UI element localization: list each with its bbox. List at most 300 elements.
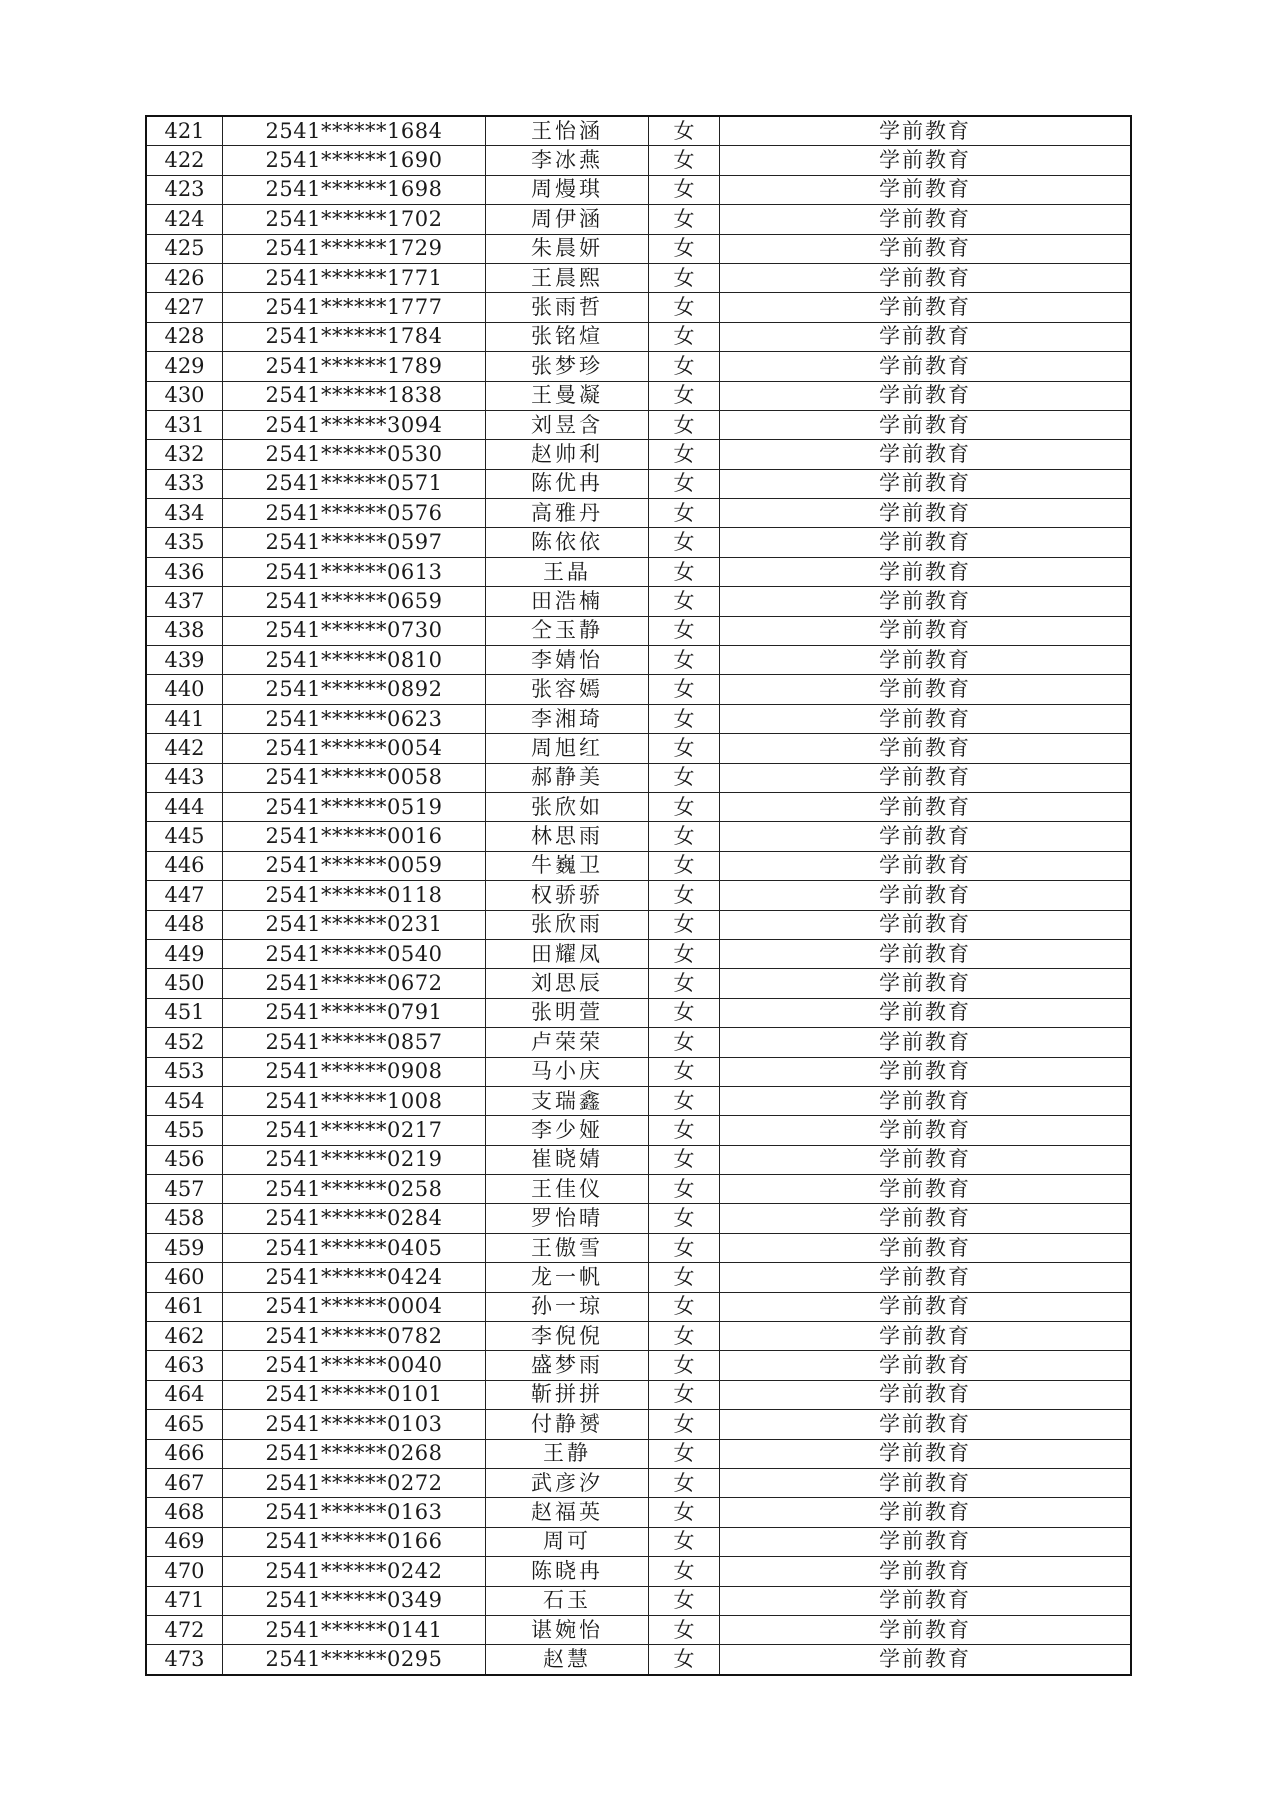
student-id: 2541******0004 bbox=[223, 1292, 486, 1321]
row-number: 468 bbox=[146, 1498, 223, 1527]
student-id: 2541******0424 bbox=[223, 1263, 486, 1292]
row-number: 430 bbox=[146, 381, 223, 410]
student-gender: 女 bbox=[649, 1527, 720, 1556]
student-major: 学前教育 bbox=[720, 322, 1132, 351]
student-name: 王怡涵 bbox=[486, 116, 649, 146]
table-row bbox=[146, 293, 1131, 322]
table-row bbox=[146, 1292, 1131, 1321]
student-gender: 女 bbox=[649, 881, 720, 910]
student-id: 2541******1777 bbox=[223, 293, 486, 322]
student-name: 张梦珍 bbox=[486, 352, 649, 381]
student-id: 2541******0519 bbox=[223, 792, 486, 821]
row-number: 422 bbox=[146, 146, 223, 175]
table-row bbox=[146, 1351, 1131, 1380]
student-name: 卢荣荣 bbox=[486, 1028, 649, 1057]
student-gender: 女 bbox=[649, 1439, 720, 1468]
row-number: 470 bbox=[146, 1557, 223, 1586]
table-row bbox=[146, 822, 1131, 851]
student-gender: 女 bbox=[649, 1263, 720, 1292]
student-name: 陈晓冉 bbox=[486, 1557, 649, 1586]
student-major: 学前教育 bbox=[720, 910, 1132, 939]
student-id: 2541******0242 bbox=[223, 1557, 486, 1586]
student-id: 2541******0623 bbox=[223, 704, 486, 733]
row-number: 458 bbox=[146, 1204, 223, 1233]
student-name: 张欣如 bbox=[486, 792, 649, 821]
row-number: 426 bbox=[146, 263, 223, 292]
student-gender: 女 bbox=[649, 410, 720, 439]
student-id: 2541******0272 bbox=[223, 1468, 486, 1497]
student-major: 学前教育 bbox=[720, 1233, 1132, 1262]
student-id: 2541******0059 bbox=[223, 851, 486, 880]
row-number: 451 bbox=[146, 998, 223, 1027]
student-name: 盛梦雨 bbox=[486, 1351, 649, 1380]
student-major: 学前教育 bbox=[720, 175, 1132, 204]
table-row bbox=[146, 1028, 1131, 1057]
row-number: 446 bbox=[146, 851, 223, 880]
student-id: 2541******0530 bbox=[223, 440, 486, 469]
student-gender: 女 bbox=[649, 116, 720, 146]
student-gender: 女 bbox=[649, 528, 720, 557]
student-name: 李婧怡 bbox=[486, 646, 649, 675]
row-number: 421 bbox=[146, 116, 223, 146]
student-major: 学前教育 bbox=[720, 1586, 1132, 1615]
student-gender: 女 bbox=[649, 293, 720, 322]
student-major: 学前教育 bbox=[720, 263, 1132, 292]
student-name: 仝玉静 bbox=[486, 616, 649, 645]
student-name: 李湘琦 bbox=[486, 704, 649, 733]
student-name: 周可 bbox=[486, 1527, 649, 1556]
student-major: 学前教育 bbox=[720, 410, 1132, 439]
student-major: 学前教育 bbox=[720, 851, 1132, 880]
row-number: 455 bbox=[146, 1116, 223, 1145]
student-major: 学前教育 bbox=[720, 792, 1132, 821]
student-name: 石玉 bbox=[486, 1586, 649, 1615]
table-row bbox=[146, 1527, 1131, 1556]
student-name: 陈优冉 bbox=[486, 469, 649, 498]
row-number: 463 bbox=[146, 1351, 223, 1380]
student-major: 学前教育 bbox=[720, 1498, 1132, 1527]
student-name: 孙一琼 bbox=[486, 1292, 649, 1321]
student-name: 王晨熙 bbox=[486, 263, 649, 292]
row-number: 447 bbox=[146, 881, 223, 910]
row-number: 429 bbox=[146, 352, 223, 381]
table-row bbox=[146, 587, 1131, 616]
student-id: 2541******1729 bbox=[223, 234, 486, 263]
table-row bbox=[146, 1439, 1131, 1468]
student-gender: 女 bbox=[649, 469, 720, 498]
student-gender: 女 bbox=[649, 1057, 720, 1086]
student-id: 2541******1784 bbox=[223, 322, 486, 351]
student-gender: 女 bbox=[649, 851, 720, 880]
student-gender: 女 bbox=[649, 557, 720, 586]
student-major: 学前教育 bbox=[720, 1380, 1132, 1409]
row-number: 471 bbox=[146, 1586, 223, 1615]
student-name: 权骄骄 bbox=[486, 881, 649, 910]
table-row bbox=[146, 1586, 1131, 1615]
student-id: 2541******0672 bbox=[223, 969, 486, 998]
row-number: 435 bbox=[146, 528, 223, 557]
table-body bbox=[146, 116, 1131, 1675]
row-number: 431 bbox=[146, 410, 223, 439]
table-row bbox=[146, 1175, 1131, 1204]
student-gender: 女 bbox=[649, 1175, 720, 1204]
student-major: 学前教育 bbox=[720, 998, 1132, 1027]
student-id: 2541******0782 bbox=[223, 1322, 486, 1351]
row-number: 428 bbox=[146, 322, 223, 351]
student-gender: 女 bbox=[649, 1116, 720, 1145]
student-name: 崔晓婧 bbox=[486, 1145, 649, 1174]
student-name: 陈依依 bbox=[486, 528, 649, 557]
row-number: 462 bbox=[146, 1322, 223, 1351]
student-id: 2541******0219 bbox=[223, 1145, 486, 1174]
student-name: 王静 bbox=[486, 1439, 649, 1468]
row-number: 466 bbox=[146, 1439, 223, 1468]
student-gender: 女 bbox=[649, 205, 720, 234]
student-gender: 女 bbox=[649, 939, 720, 968]
table-row bbox=[146, 998, 1131, 1027]
table-row bbox=[146, 851, 1131, 880]
student-gender: 女 bbox=[649, 1322, 720, 1351]
student-major: 学前教育 bbox=[720, 1175, 1132, 1204]
student-gender: 女 bbox=[649, 969, 720, 998]
table-row bbox=[146, 263, 1131, 292]
row-number: 432 bbox=[146, 440, 223, 469]
student-major: 学前教育 bbox=[720, 646, 1132, 675]
row-number: 437 bbox=[146, 587, 223, 616]
student-gender: 女 bbox=[649, 263, 720, 292]
row-number: 441 bbox=[146, 704, 223, 733]
student-id: 2541******0576 bbox=[223, 499, 486, 528]
student-major: 学前教育 bbox=[720, 1557, 1132, 1586]
student-name: 李倪倪 bbox=[486, 1322, 649, 1351]
student-id: 2541******0231 bbox=[223, 910, 486, 939]
student-major: 学前教育 bbox=[720, 881, 1132, 910]
table-row bbox=[146, 1380, 1131, 1409]
student-name: 付静赟 bbox=[486, 1410, 649, 1439]
student-name: 李少娅 bbox=[486, 1116, 649, 1145]
table-row bbox=[146, 116, 1131, 146]
student-id: 2541******0058 bbox=[223, 763, 486, 792]
student-major: 学前教育 bbox=[720, 352, 1132, 381]
student-name: 周旭红 bbox=[486, 734, 649, 763]
student-name: 张雨哲 bbox=[486, 293, 649, 322]
student-name: 张明萱 bbox=[486, 998, 649, 1027]
student-major: 学前教育 bbox=[720, 1351, 1132, 1380]
student-id: 2541******1789 bbox=[223, 352, 486, 381]
table-row bbox=[146, 910, 1131, 939]
student-name: 马小庆 bbox=[486, 1057, 649, 1086]
student-name: 王晶 bbox=[486, 557, 649, 586]
row-number: 448 bbox=[146, 910, 223, 939]
student-major: 学前教育 bbox=[720, 557, 1132, 586]
student-gender: 女 bbox=[649, 734, 720, 763]
student-gender: 女 bbox=[649, 1233, 720, 1262]
table-row bbox=[146, 234, 1131, 263]
row-number: 473 bbox=[146, 1645, 223, 1675]
student-name: 王傲雪 bbox=[486, 1233, 649, 1262]
student-name: 龙一帆 bbox=[486, 1263, 649, 1292]
table-row bbox=[146, 792, 1131, 821]
student-name: 刘昱含 bbox=[486, 410, 649, 439]
row-number: 469 bbox=[146, 1527, 223, 1556]
student-major: 学前教育 bbox=[720, 734, 1132, 763]
student-gender: 女 bbox=[649, 1468, 720, 1497]
student-major: 学前教育 bbox=[720, 587, 1132, 616]
row-number: 461 bbox=[146, 1292, 223, 1321]
student-major: 学前教育 bbox=[720, 440, 1132, 469]
table-row bbox=[146, 1498, 1131, 1527]
student-gender: 女 bbox=[649, 175, 720, 204]
student-gender: 女 bbox=[649, 1380, 720, 1409]
row-number: 433 bbox=[146, 469, 223, 498]
student-major: 学前教育 bbox=[720, 763, 1132, 792]
student-name: 王佳仪 bbox=[486, 1175, 649, 1204]
student-gender: 女 bbox=[649, 1498, 720, 1527]
student-major: 学前教育 bbox=[720, 234, 1132, 263]
student-id: 2541******1690 bbox=[223, 146, 486, 175]
student-id: 2541******1702 bbox=[223, 205, 486, 234]
student-name: 张容嫣 bbox=[486, 675, 649, 704]
table-row bbox=[146, 1468, 1131, 1497]
student-id: 2541******1684 bbox=[223, 116, 486, 146]
student-gender: 女 bbox=[649, 616, 720, 645]
table-row bbox=[146, 1410, 1131, 1439]
row-number: 452 bbox=[146, 1028, 223, 1057]
student-major: 学前教育 bbox=[720, 822, 1132, 851]
student-gender: 女 bbox=[649, 440, 720, 469]
row-number: 424 bbox=[146, 205, 223, 234]
row-number: 434 bbox=[146, 499, 223, 528]
student-gender: 女 bbox=[649, 763, 720, 792]
table-row bbox=[146, 704, 1131, 733]
student-name: 牛巍卫 bbox=[486, 851, 649, 880]
table-row bbox=[146, 1057, 1131, 1086]
student-major: 学前教育 bbox=[720, 1439, 1132, 1468]
student-id: 2541******0349 bbox=[223, 1586, 486, 1615]
row-number: 467 bbox=[146, 1468, 223, 1497]
student-id: 2541******0540 bbox=[223, 939, 486, 968]
student-gender: 女 bbox=[649, 792, 720, 821]
table-row bbox=[146, 1086, 1131, 1115]
student-gender: 女 bbox=[649, 1351, 720, 1380]
student-gender: 女 bbox=[649, 234, 720, 263]
table-row bbox=[146, 1233, 1131, 1262]
student-id: 2541******0103 bbox=[223, 1410, 486, 1439]
student-major: 学前教育 bbox=[720, 1322, 1132, 1351]
student-major: 学前教育 bbox=[720, 1263, 1132, 1292]
student-gender: 女 bbox=[649, 381, 720, 410]
student-id: 2541******0268 bbox=[223, 1439, 486, 1468]
table-row bbox=[146, 675, 1131, 704]
student-major: 学前教育 bbox=[720, 1468, 1132, 1497]
student-list-table bbox=[145, 115, 1132, 1676]
row-number: 456 bbox=[146, 1145, 223, 1174]
student-id: 2541******0166 bbox=[223, 1527, 486, 1556]
student-major: 学前教育 bbox=[720, 381, 1132, 410]
student-major: 学前教育 bbox=[720, 293, 1132, 322]
row-number: 438 bbox=[146, 616, 223, 645]
student-major: 学前教育 bbox=[720, 1292, 1132, 1321]
table-row bbox=[146, 646, 1131, 675]
row-number: 439 bbox=[146, 646, 223, 675]
student-name: 张欣雨 bbox=[486, 910, 649, 939]
student-major: 学前教育 bbox=[720, 939, 1132, 968]
student-name: 罗怡晴 bbox=[486, 1204, 649, 1233]
student-gender: 女 bbox=[649, 675, 720, 704]
student-gender: 女 bbox=[649, 998, 720, 1027]
student-id: 2541******1838 bbox=[223, 381, 486, 410]
row-number: 442 bbox=[146, 734, 223, 763]
table-row bbox=[146, 1145, 1131, 1174]
student-id: 2541******0016 bbox=[223, 822, 486, 851]
row-number: 443 bbox=[146, 763, 223, 792]
table-row bbox=[146, 528, 1131, 557]
student-id: 2541******0258 bbox=[223, 1175, 486, 1204]
student-id: 2541******0791 bbox=[223, 998, 486, 1027]
row-number: 454 bbox=[146, 1086, 223, 1115]
table-row bbox=[146, 205, 1131, 234]
row-number: 460 bbox=[146, 1263, 223, 1292]
student-name: 张铭煊 bbox=[486, 322, 649, 351]
student-name: 高雅丹 bbox=[486, 499, 649, 528]
student-id: 2541******0054 bbox=[223, 734, 486, 763]
table-row bbox=[146, 469, 1131, 498]
student-name: 周熳琪 bbox=[486, 175, 649, 204]
student-id: 2541******0730 bbox=[223, 616, 486, 645]
student-id: 2541******1771 bbox=[223, 263, 486, 292]
table-row bbox=[146, 175, 1131, 204]
row-number: 445 bbox=[146, 822, 223, 851]
student-id: 2541******0571 bbox=[223, 469, 486, 498]
table-row bbox=[146, 557, 1131, 586]
student-gender: 女 bbox=[649, 1615, 720, 1644]
row-number: 427 bbox=[146, 293, 223, 322]
table-row bbox=[146, 1645, 1131, 1675]
student-id: 2541******0284 bbox=[223, 1204, 486, 1233]
student-gender: 女 bbox=[649, 1204, 720, 1233]
table-row bbox=[146, 1263, 1131, 1292]
row-number: 450 bbox=[146, 969, 223, 998]
table-row bbox=[146, 146, 1131, 175]
student-gender: 女 bbox=[649, 1292, 720, 1321]
table-row bbox=[146, 440, 1131, 469]
table-row bbox=[146, 322, 1131, 351]
row-number: 465 bbox=[146, 1410, 223, 1439]
row-number: 440 bbox=[146, 675, 223, 704]
student-id: 2541******0163 bbox=[223, 1498, 486, 1527]
student-id: 2541******0141 bbox=[223, 1615, 486, 1644]
student-name: 刘思辰 bbox=[486, 969, 649, 998]
student-name: 谌婉怡 bbox=[486, 1615, 649, 1644]
student-name: 郝静美 bbox=[486, 763, 649, 792]
student-major: 学前教育 bbox=[720, 116, 1132, 146]
student-name: 朱晨妍 bbox=[486, 234, 649, 263]
student-id: 2541******0908 bbox=[223, 1057, 486, 1086]
student-gender: 女 bbox=[649, 1145, 720, 1174]
student-major: 学前教育 bbox=[720, 616, 1132, 645]
student-id: 2541******0295 bbox=[223, 1645, 486, 1675]
student-name: 支瑞鑫 bbox=[486, 1086, 649, 1115]
student-major: 学前教育 bbox=[720, 1145, 1132, 1174]
student-name: 王曼凝 bbox=[486, 381, 649, 410]
student-id: 2541******0597 bbox=[223, 528, 486, 557]
student-major: 学前教育 bbox=[720, 1645, 1132, 1675]
table-row bbox=[146, 410, 1131, 439]
student-name: 靳拼拼 bbox=[486, 1380, 649, 1409]
row-number: 449 bbox=[146, 939, 223, 968]
student-gender: 女 bbox=[649, 646, 720, 675]
table-row bbox=[146, 381, 1131, 410]
table-row bbox=[146, 1615, 1131, 1644]
table-row bbox=[146, 1204, 1131, 1233]
table-row bbox=[146, 616, 1131, 645]
student-gender: 女 bbox=[649, 499, 720, 528]
student-gender: 女 bbox=[649, 1557, 720, 1586]
student-name: 田浩楠 bbox=[486, 587, 649, 616]
table-row bbox=[146, 1557, 1131, 1586]
row-number: 457 bbox=[146, 1175, 223, 1204]
student-gender: 女 bbox=[649, 704, 720, 733]
student-major: 学前教育 bbox=[720, 528, 1132, 557]
student-major: 学前教育 bbox=[720, 205, 1132, 234]
student-id: 2541******0040 bbox=[223, 1351, 486, 1380]
student-major: 学前教育 bbox=[720, 1028, 1132, 1057]
student-id: 2541******0857 bbox=[223, 1028, 486, 1057]
student-major: 学前教育 bbox=[720, 675, 1132, 704]
student-id: 2541******0118 bbox=[223, 881, 486, 910]
student-name: 赵慧 bbox=[486, 1645, 649, 1675]
table-row bbox=[146, 1116, 1131, 1145]
student-id: 2541******0659 bbox=[223, 587, 486, 616]
student-name: 赵福英 bbox=[486, 1498, 649, 1527]
student-gender: 女 bbox=[649, 1028, 720, 1057]
student-major: 学前教育 bbox=[720, 704, 1132, 733]
row-number: 444 bbox=[146, 792, 223, 821]
student-gender: 女 bbox=[649, 1645, 720, 1675]
table-row bbox=[146, 1322, 1131, 1351]
table-row bbox=[146, 939, 1131, 968]
student-name: 李冰燕 bbox=[486, 146, 649, 175]
student-gender: 女 bbox=[649, 910, 720, 939]
student-major: 学前教育 bbox=[720, 1204, 1132, 1233]
row-number: 459 bbox=[146, 1233, 223, 1262]
row-number: 464 bbox=[146, 1380, 223, 1409]
student-id: 2541******0405 bbox=[223, 1233, 486, 1262]
student-major: 学前教育 bbox=[720, 146, 1132, 175]
table-row bbox=[146, 734, 1131, 763]
student-name: 武彦汐 bbox=[486, 1468, 649, 1497]
student-major: 学前教育 bbox=[720, 1057, 1132, 1086]
table-row bbox=[146, 352, 1131, 381]
table-row bbox=[146, 881, 1131, 910]
student-gender: 女 bbox=[649, 1410, 720, 1439]
student-major: 学前教育 bbox=[720, 969, 1132, 998]
student-id: 2541******0217 bbox=[223, 1116, 486, 1145]
student-id: 2541******3094 bbox=[223, 410, 486, 439]
row-number: 472 bbox=[146, 1615, 223, 1644]
student-gender: 女 bbox=[649, 587, 720, 616]
student-gender: 女 bbox=[649, 1586, 720, 1615]
student-id: 2541******0892 bbox=[223, 675, 486, 704]
student-major: 学前教育 bbox=[720, 1527, 1132, 1556]
student-major: 学前教育 bbox=[720, 1615, 1132, 1644]
student-name: 田耀凤 bbox=[486, 939, 649, 968]
row-number: 453 bbox=[146, 1057, 223, 1086]
student-id: 2541******0810 bbox=[223, 646, 486, 675]
student-major: 学前教育 bbox=[720, 1086, 1132, 1115]
student-id: 2541******0613 bbox=[223, 557, 486, 586]
student-major: 学前教育 bbox=[720, 1116, 1132, 1145]
